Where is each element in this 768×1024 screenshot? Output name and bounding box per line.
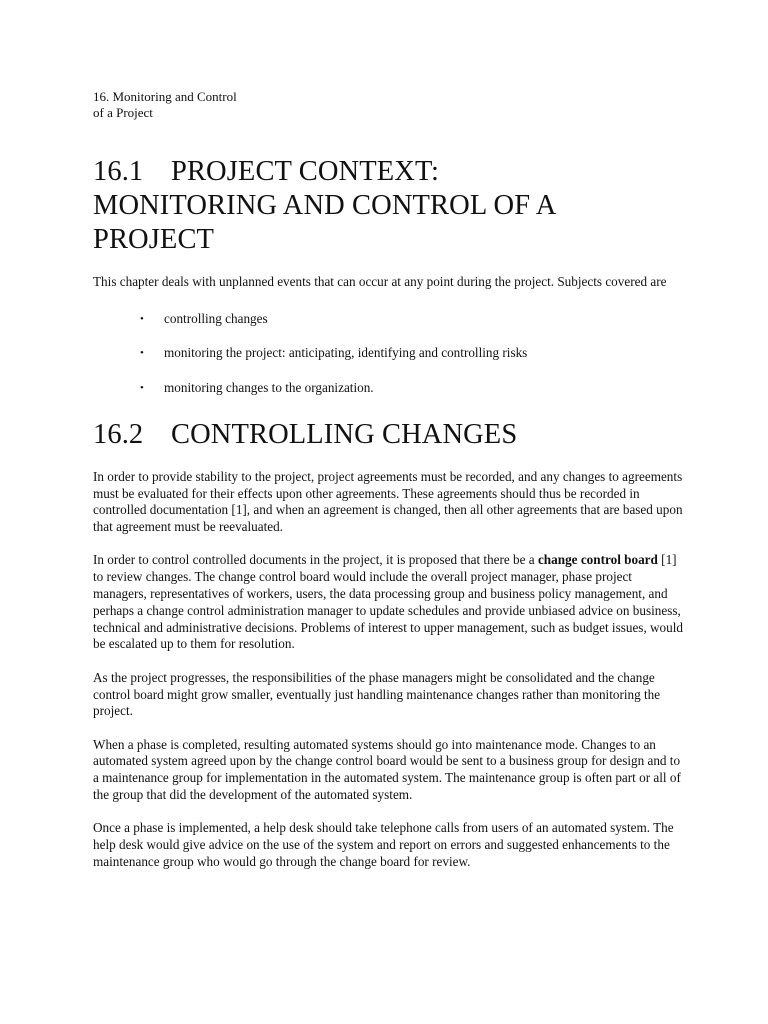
section-16-1-number: 16.1 [93, 156, 144, 187]
paragraph-change-control-board [93, 552, 683, 653]
section-16-1-intro: This chapter deals with unplanned events that can occur at any point during the project. Subjects covered are [93, 274, 667, 289]
list-item-text: controlling changes [164, 310, 268, 326]
list-item-text: monitoring changes to the organization. [164, 379, 374, 395]
running-head [93, 89, 683, 121]
bullet-icon: • [140, 347, 144, 360]
term-change-control-board: change control board [537, 552, 658, 568]
bullet-icon: • [140, 381, 144, 394]
bullet-icon: • [140, 312, 144, 325]
paragraph-text: In order to control controlled documents in the project, it is proposed that there be a [93, 552, 538, 568]
running-head-line-2: of a Project [93, 105, 153, 120]
list-item-text: monitoring the project: anticipating, identifying and controlling risks [164, 345, 528, 361]
section-16-1-title-line-3: PROJECT [93, 224, 215, 255]
running-head-line-1: 16. Monitoring and Control [93, 89, 237, 104]
paragraph-project-progress: As the project progresses, the responsibilities of the phase managers might be consolidated and the change control board might grow smaller, eventually just handling maintenance changes rather than monitoring the project. [93, 669, 661, 719]
paragraph-maintenance-mode: When a phase is completed, resulting automated systems should go into maintenance mode. Changes to an automated system agreed upon by the change control board would be sent to a business group for design and to a maintenance group for implementation in the automated system. The maintenance group is often part or all of the group that did the development of the automated system. [93, 736, 681, 803]
section-16-2-title: CONTROLLING CHANGES [171, 418, 518, 450]
section-16-1-title-line-1: PROJECT CONTEXT: [171, 156, 440, 187]
list-item [93, 311, 683, 327]
subjects-list [93, 311, 683, 396]
paragraph-stability: In order to provide stability to the project, project agreements must be recorded, and any changes to agreements must be evaluated for their effects upon other agreements. These agreements should thus be recorded in controlled documentation [1], and when an agreement is changed, then all other agreements that are based upon that agreement must be reevaluated. [93, 468, 683, 535]
section-16-2-number: 16.2 [93, 418, 144, 450]
section-16-1-heading [93, 155, 683, 257]
list-item [93, 380, 683, 396]
paragraph-text: [1] to review changes. The change control board would include the overall project manager, phase project managers, representatives of workers, users, the data processing group and business policy management, and perhaps a change control administration manager to update schedules and provide unbiased advice on business, technical and administrative decisions. Problems of interest to upper management, such as budget issues, would be escalated up to them for resolution. [93, 552, 684, 652]
paragraph-help-desk: Once a phase is implemented, a help desk should take telephone calls from users of an automated system. The help desk would give advice on the use of the system and report on errors and suggested enhancements to the maintenance group who would go through the change board for review. [93, 820, 674, 869]
section-16-1-title-line-2: MONITORING AND CONTROL OF A [93, 190, 557, 221]
section-16-2-heading [93, 418, 683, 452]
document-page [93, 89, 683, 871]
list-item [93, 345, 683, 361]
